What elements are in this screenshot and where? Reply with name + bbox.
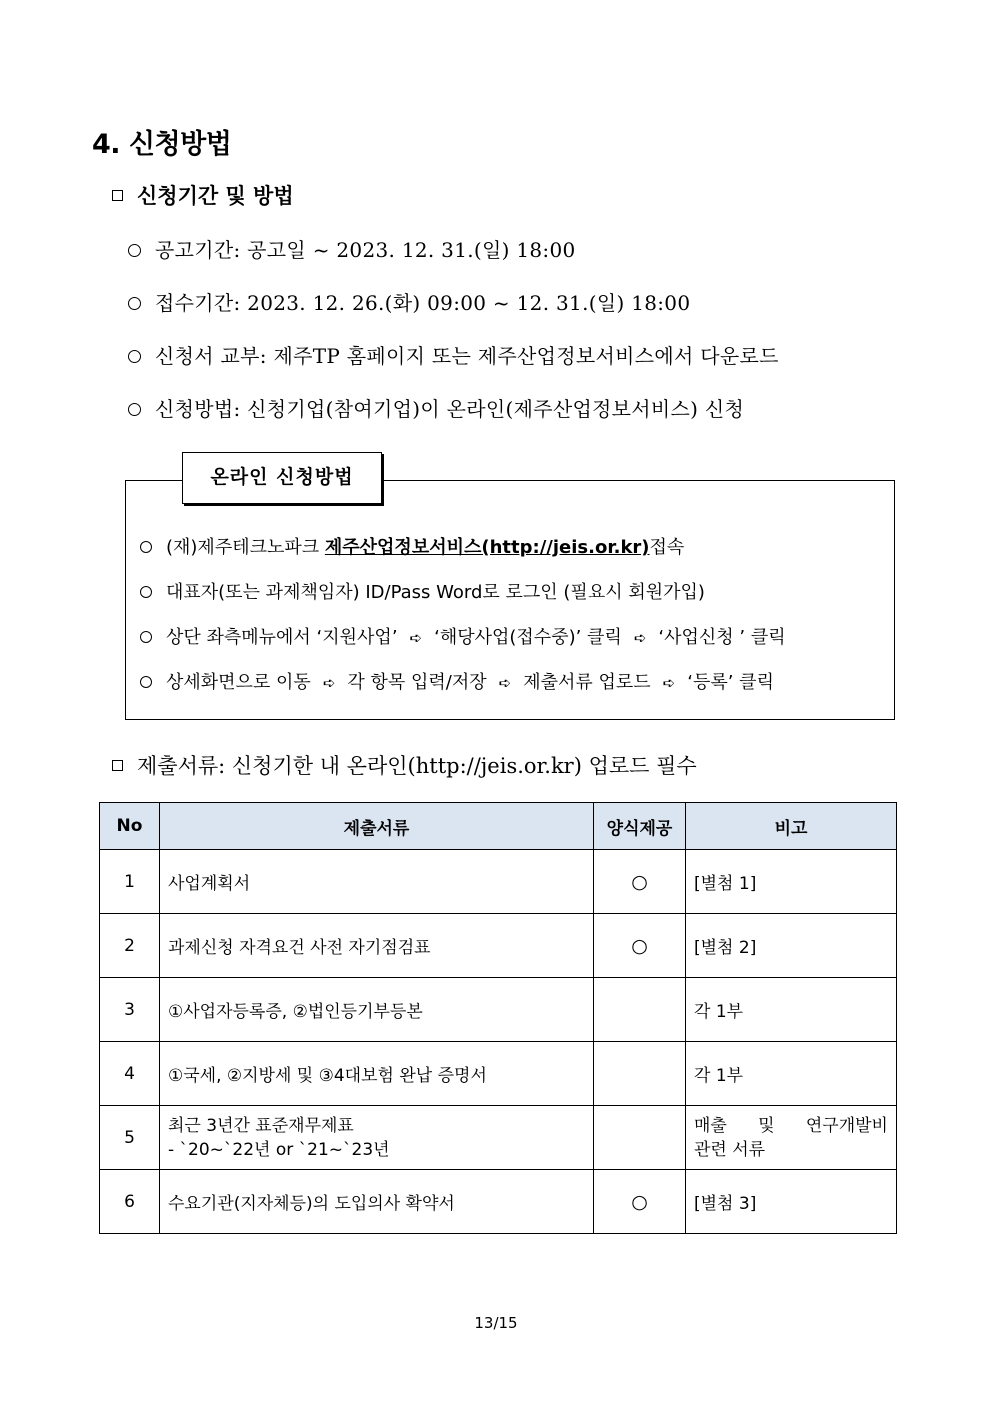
table-row [100, 850, 897, 914]
notice-period-text: 공고기간: 공고일 ~ 2023. 12. 31.(일) 18:00 [155, 238, 576, 262]
online-step-submit-part3: 제출서류 업로드 [523, 672, 651, 693]
row-note-word: 매출 [694, 1115, 727, 1136]
arrow-right-icon: ➪ [662, 674, 676, 692]
col-form: 양식제공 [594, 803, 686, 850]
row-form [594, 1042, 686, 1106]
online-step-submit-part2: 각 항목 입력/저장 [347, 672, 487, 693]
row-form [594, 978, 686, 1042]
square-bullet-icon [112, 760, 123, 771]
notice-period-item [128, 234, 576, 263]
col-no: No [100, 803, 160, 850]
row-note: [별첨 2] [686, 914, 897, 978]
documents-table [99, 802, 897, 1234]
row-no: 6 [100, 1170, 160, 1234]
table-row [100, 1106, 897, 1170]
row-doc-line2: - `20~`22년 or `21~`23년 [168, 1139, 390, 1160]
row-note-word: 연구개발비 [805, 1115, 888, 1136]
row-no: 1 [100, 850, 160, 914]
online-step-menu-part2: ‘해당사업(접수중)’ 클릭 [434, 627, 622, 648]
circle-bullet-icon [140, 541, 152, 553]
table-row [100, 914, 897, 978]
arrow-right-icon: ➪ [498, 674, 512, 692]
row-doc: 사업계획서 [160, 850, 594, 914]
online-step-menu-part1: 상단 좌측메뉴에서 ‘지원사업’ [166, 627, 398, 648]
row-no: 3 [100, 978, 160, 1042]
row-note: 각 1부 [686, 1042, 897, 1106]
row-note [686, 1106, 897, 1170]
circle-bullet-icon [128, 297, 141, 310]
period-method-heading-text: 신청기간 및 방법 [137, 183, 294, 208]
application-method-text: 신청방법: 신청기업(참여기업)이 온라인(제주산업정보서비스) 신청 [155, 397, 745, 421]
row-doc: ①사업자등록증, ②법인등기부등본 [160, 978, 594, 1042]
online-step-menu [140, 623, 786, 649]
online-method-label: 온라인 신청방법 [182, 452, 382, 504]
online-step-access [140, 533, 684, 559]
row-no: 5 [100, 1106, 160, 1170]
page-number: 13/15 [474, 1314, 518, 1332]
row-form: ○ [594, 850, 686, 914]
circle-bullet-icon [128, 244, 141, 257]
row-form: ○ [594, 1170, 686, 1234]
form-download-text: 신청서 교부: 제주TP 홈페이지 또는 제주산업정보서비스에서 다운로드 [155, 344, 779, 368]
form-download-item [128, 340, 779, 369]
arrow-right-icon: ➪ [409, 629, 423, 647]
row-form [594, 1106, 686, 1170]
row-note: 각 1부 [686, 978, 897, 1042]
col-doc: 제출서류 [160, 803, 594, 850]
circle-bullet-icon [140, 631, 152, 643]
row-form: ○ [594, 914, 686, 978]
circle-bullet-icon [128, 403, 141, 416]
row-note-word: 및 [758, 1115, 775, 1136]
online-step-menu-part3: ‘사업신청 ’ 클릭 [658, 627, 786, 648]
arrow-right-icon: ➪ [322, 674, 336, 692]
square-bullet-icon [112, 190, 123, 201]
online-step-submit-part1: 상세화면으로 이동 [166, 672, 311, 693]
section-title: 4. 신청방법 [92, 129, 232, 160]
row-doc-line1: 최근 3년간 표준재무제표 [168, 1115, 354, 1136]
row-doc: 과제신청 자격요건 사전 자기점검표 [160, 914, 594, 978]
online-step-access-suffix: 접속 [649, 537, 685, 558]
col-note: 비고 [686, 803, 897, 850]
row-doc: ①국세, ②지방세 및 ③4대보험 완납 증명서 [160, 1042, 594, 1106]
jeis-link[interactable]: 제주산업정보서비스(http://jeis.or.kr) [324, 537, 650, 558]
row-note: [별첨 1] [686, 850, 897, 914]
table-row [100, 1170, 897, 1234]
documents-heading [112, 750, 697, 780]
documents-heading-text: 제출서류: 신청기한 내 온라인(http://jeis.or.kr) 업로드 필수 [137, 754, 697, 778]
circle-bullet-icon [140, 586, 152, 598]
table-header-row [100, 803, 897, 850]
table-row [100, 1042, 897, 1106]
row-no: 4 [100, 1042, 160, 1106]
table-row [100, 978, 897, 1042]
period-method-heading [112, 180, 294, 210]
arrow-right-icon: ➪ [633, 629, 647, 647]
circle-bullet-icon [140, 676, 152, 688]
row-doc [160, 1106, 594, 1170]
application-method-item [128, 393, 744, 422]
row-note-line2: 관련 서류 [694, 1139, 766, 1160]
row-doc: 수요기관(지자체등)의 도입의사 확약서 [160, 1170, 594, 1234]
online-step-access-prefix: (재)제주테크노파크 [166, 537, 325, 558]
online-step-submit [140, 668, 774, 694]
online-step-login-text: 대표자(또는 과제책임자) ID/Pass Word로 로그인 (필요시 회원가입) [166, 582, 705, 603]
row-note-line1 [694, 1114, 888, 1138]
reception-period-text: 접수기간: 2023. 12. 26.(화) 09:00 ~ 12. 31.(일) 18:00 [155, 291, 691, 315]
circle-bullet-icon [128, 350, 141, 363]
row-no: 2 [100, 914, 160, 978]
reception-period-item [128, 287, 690, 316]
row-note: [별첨 3] [686, 1170, 897, 1234]
online-step-login [140, 578, 705, 604]
online-step-submit-part4: ‘등록’ 클릭 [687, 672, 774, 693]
